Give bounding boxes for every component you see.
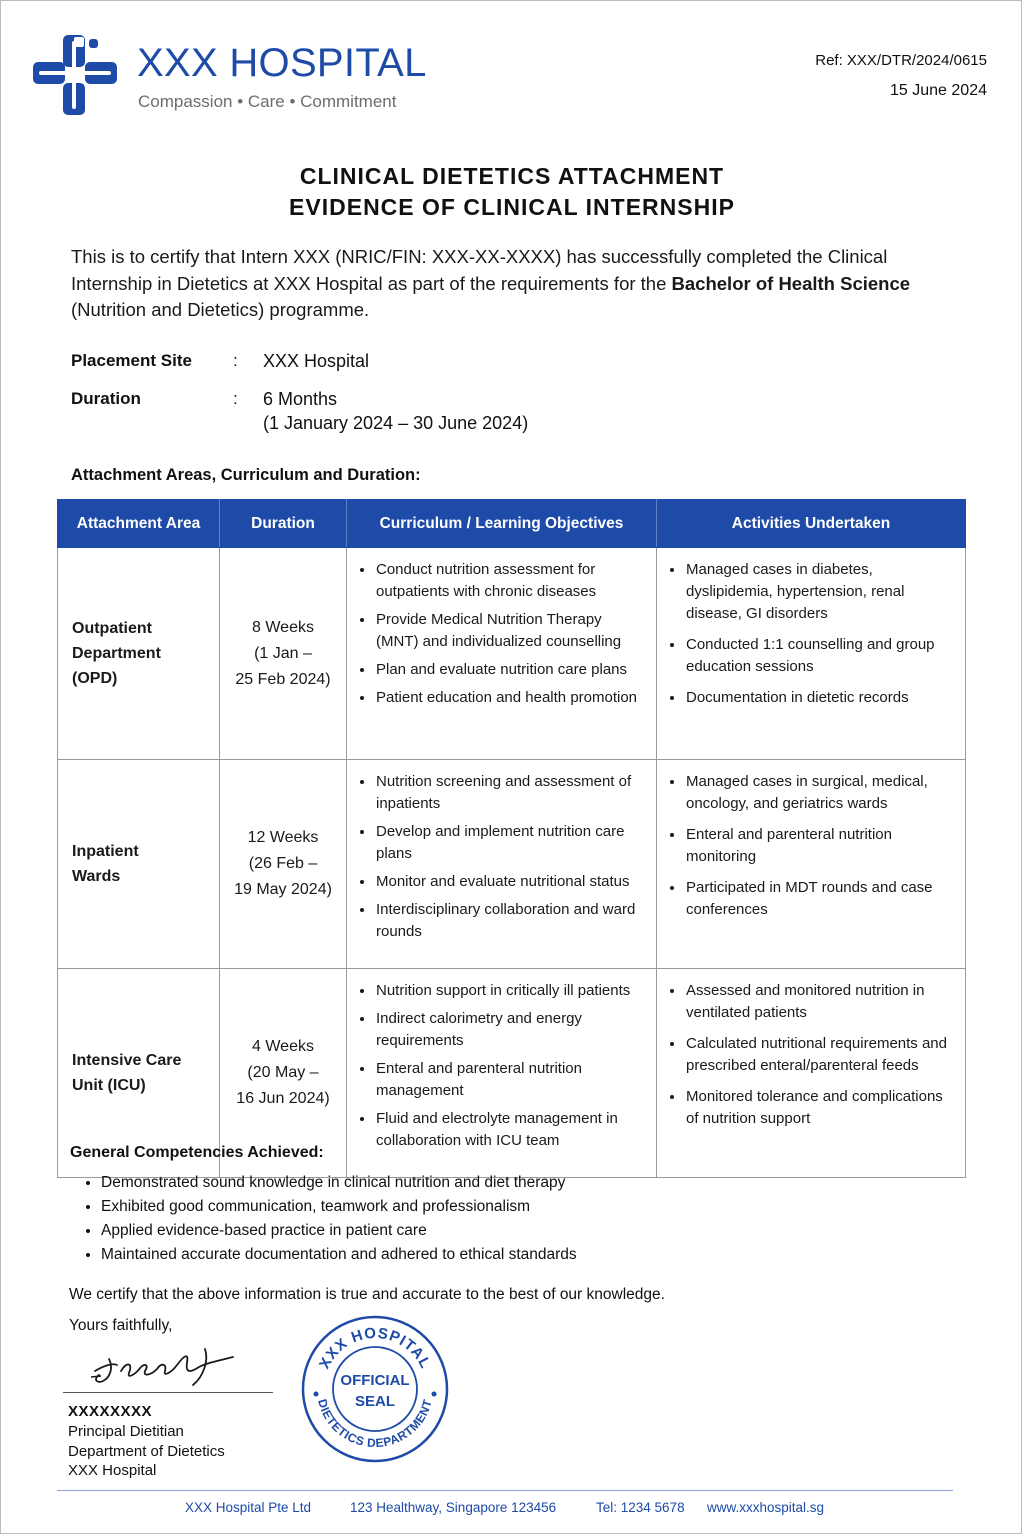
duration-line: (1 Jan –: [254, 644, 312, 662]
list-item: • Fluid and electrolyte management in collaboration with ICU team: [375, 1108, 648, 1152]
list-item: • Plan and evaluate nutrition care plans: [375, 659, 648, 681]
footer-company: XXX Hospital Pte Ltd: [185, 1500, 312, 1515]
duration-line: 12 Weeks: [247, 829, 319, 846]
attachment-area-cell: [58, 760, 220, 969]
list-item: • Conduct nutrition assessment for outpatients with chronic diseases: [375, 559, 648, 603]
duration-value: 6 Months: [263, 389, 338, 409]
reference-number: Ref: XXX/DTR/2024/0615: [815, 52, 987, 69]
duration-colon: :: [233, 389, 238, 408]
activities-cell: [657, 548, 966, 760]
document-title-line1: CLINICAL DIETETICS ATTACHMENT: [299, 163, 725, 189]
list-item: • Enteral and parenteral nutrition monitoring: [685, 824, 957, 868]
seal-center-line1: OFFICIAL: [340, 1372, 410, 1389]
duration-range: (1 January 2024 – 30 June 2024): [263, 413, 529, 433]
list-item: • Calculated nutritional requirements and prescribed enteral/parenteral feeds: [685, 1033, 957, 1077]
duration-line: (20 May –: [247, 1064, 319, 1081]
list-item: • Demonstrated sound knowledge in clinical nutrition and diet therapy: [101, 1171, 577, 1195]
certification-intro: [71, 244, 971, 324]
signer-organisation: XXX Hospital: [68, 1462, 157, 1479]
list-item: • Patient education and health promotion: [375, 687, 648, 709]
curriculum-cell: [347, 760, 657, 969]
closing-salutation: Yours faithfully,: [69, 1317, 173, 1334]
list-item: • Indirect calorimetry and energy requirements: [375, 1008, 648, 1052]
duration-line: 19 May 2024): [234, 881, 332, 898]
area-line: Unit (ICU): [72, 1077, 146, 1094]
curriculum-cell: [347, 548, 657, 760]
area-line: Department: [72, 645, 161, 662]
list-item: • Monitor and evaluate nutritional status: [375, 871, 648, 893]
list-item: • Managed cases in diabetes, dyslipidemia, hypertension, renal disease, GI disorders: [685, 559, 957, 625]
list-item: • Maintained accurate documentation and adhered to ethical standards: [101, 1243, 577, 1267]
attachment-table: [57, 499, 966, 1178]
footer-website[interactable]: www.xxxhospital.sg: [707, 1500, 825, 1515]
list-item: • Monitored tolerance and complications of nutrition support: [685, 1086, 957, 1130]
seal-bottom-text: DIETETICS DEPARTMENT: [315, 1397, 435, 1451]
table-header-row: [58, 500, 966, 548]
issue-date: 15 June 2024: [890, 82, 987, 99]
document-title-line2: EVIDENCE OF CLINICAL INTERNSHIP: [289, 194, 735, 220]
duration-line: (26 Feb –: [248, 855, 318, 872]
attachment-area-cell: [58, 548, 220, 760]
list-item: • Exhibited good communication, teamwork and professionalism: [101, 1195, 577, 1219]
intro-text: This is to certify that Intern XXX (NRIC/FIN: XXX-XX-XXXX) has successfully completed the Clinical Internship in Dietetics at XXX Hospital as part of the requirements for the: [71, 246, 888, 294]
duration-line: 4 Weeks: [252, 1038, 314, 1055]
column-header: Attachment Area: [58, 500, 220, 548]
placement-label: Placement Site: [71, 351, 192, 370]
signer-name: XXXXXXXX: [68, 1403, 153, 1420]
handwritten-signature-icon: [87, 1341, 247, 1391]
area-line: Intensive Care: [72, 1052, 182, 1069]
duration-cell: [220, 548, 347, 760]
list-item: • Enteral and parenteral nutrition management: [375, 1058, 648, 1102]
area-line: (OPD): [72, 670, 118, 687]
table-row-inpatient: [58, 760, 966, 969]
intro-text-end: (Nutrition and Dietetics) programme.: [71, 299, 370, 320]
duration-line: 16 Jun 2024): [236, 1090, 330, 1107]
certification-statement: We certify that the above information is true and accurate to the best of our knowledge.: [69, 1286, 665, 1303]
competencies-heading: General Competencies Achieved:: [70, 1144, 324, 1161]
competencies-list: [81, 1171, 577, 1267]
hospital-name: XXX HOSPITAL: [137, 41, 427, 85]
list-item: • Applied evidence-based practice in patient care: [101, 1219, 577, 1243]
list-item: • Conducted 1:1 counselling and group education sessions: [685, 634, 957, 678]
official-seal-icon: [300, 1314, 450, 1464]
seal-top-text: XXX HOSPITAL: [315, 1324, 435, 1372]
duration-label: Duration: [71, 389, 141, 408]
placement-value: XXX Hospital: [263, 351, 370, 371]
list-item: • Nutrition screening and assessment of inpatients: [375, 771, 648, 815]
signer-title: Principal Dietitian: [68, 1423, 184, 1440]
list-item: • Assessed and monitored nutrition in ventilated patients: [685, 980, 957, 1024]
footer-phone: Tel: 1234 5678: [596, 1500, 685, 1515]
attachment-areas-heading: Attachment Areas, Curriculum and Duration:: [71, 466, 421, 484]
area-line: Inpatient: [72, 843, 139, 860]
list-item: • Interdisciplinary collaboration and ward rounds: [375, 899, 648, 943]
intro-degree: Bachelor of Health Science: [671, 272, 911, 294]
signature-line: [63, 1392, 273, 1393]
placement-colon: :: [233, 351, 238, 370]
activities-cell: [657, 760, 966, 969]
signer-department: Department of Dietetics: [68, 1443, 225, 1460]
list-item: • Documentation in dietetic records: [685, 687, 957, 709]
list-item: • Nutrition support in critically ill patients: [375, 980, 648, 1002]
footer-divider: [57, 1490, 953, 1491]
seal-center-line2: SEAL: [354, 1393, 396, 1410]
table-row-opd: [58, 548, 966, 760]
list-item: • Participated in MDT rounds and case conferences: [685, 877, 957, 921]
activities-cell: [657, 969, 966, 1178]
footer-address: 123 Healthway, Singapore 123456: [350, 1500, 557, 1515]
duration-line: 8 Weeks: [252, 618, 314, 636]
column-header: Activities Undertaken: [657, 500, 966, 548]
column-header: Curriculum / Learning Objectives: [347, 500, 657, 548]
area-line: Wards: [72, 868, 121, 885]
duration-line: 25 Feb 2024): [235, 670, 331, 688]
list-item: • Provide Medical Nutrition Therapy (MNT) and individualized counselling: [375, 609, 648, 653]
column-header: Duration: [220, 500, 347, 548]
hospital-tagline: Compassion • Care • Commitment: [138, 92, 397, 111]
hospital-logo-icon: [33, 35, 117, 115]
area-line: Outpatient: [72, 620, 152, 637]
svg-text:XXX HOSPITAL: [316, 1325, 434, 1372]
list-item: • Develop and implement nutrition care plans: [375, 821, 648, 865]
curriculum-cell: [347, 969, 657, 1178]
duration-cell: [220, 760, 347, 969]
list-item: • Managed cases in surgical, medical, oncology, and geriatrics wards: [685, 771, 957, 815]
